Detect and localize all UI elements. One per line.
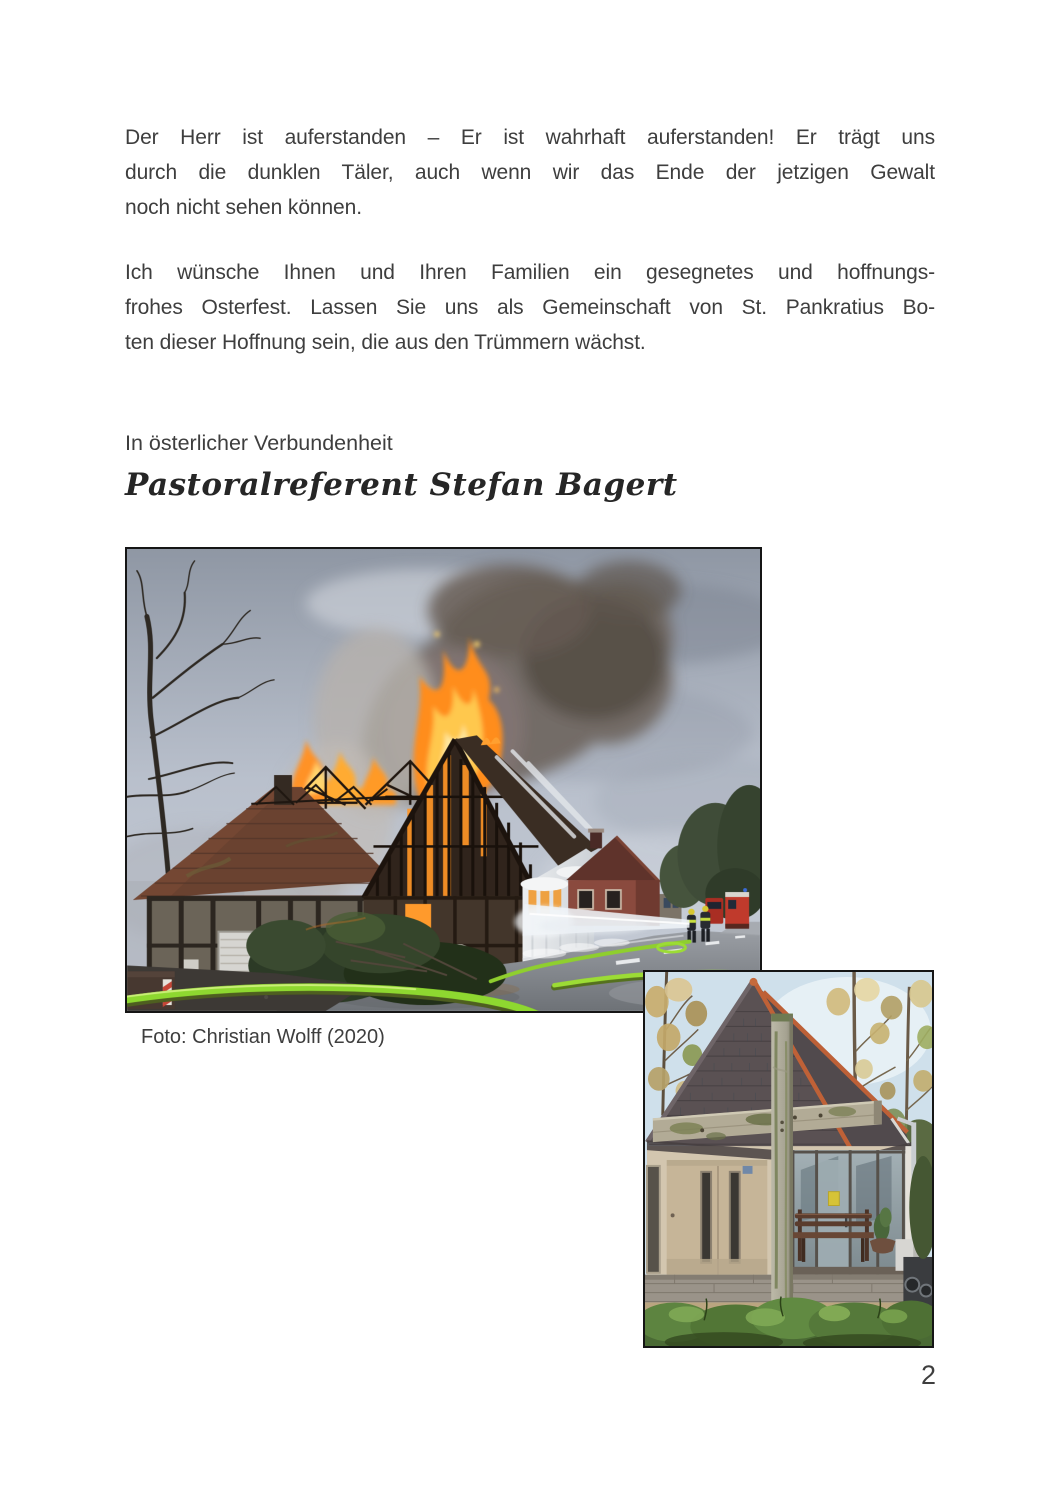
cross-post (771, 1014, 793, 1311)
signature-name: Pastoralreferent Stefan Bagert (125, 467, 678, 503)
text-line: noch nicht sehen können. (125, 196, 362, 219)
closing-line: In österlicher Verbundenheit (125, 431, 393, 455)
burning-farmhouse-illustration (127, 549, 760, 1011)
main-photo (125, 547, 762, 1013)
wooden-cross-illustration (645, 972, 932, 1346)
page-number: 2 (920, 1360, 936, 1390)
text-line: Der Herr ist auferstanden – Er ist wahrhaft auferstanden! Er trägt uns (125, 126, 935, 149)
secondary-photo (643, 970, 934, 1348)
paragraph-1 (125, 120, 935, 225)
text-line: durch die dunklen Täler, auch wenn wir das Ende der jetzigen Gewalt (125, 161, 935, 184)
text-line: ten dieser Hoffnung sein, die aus den Trümmern wächst. (125, 331, 646, 354)
text-line: Ich wünsche Ihnen und Ihren Familien ein gesegnetes und hoffnungs- (125, 261, 935, 284)
photo-caption: Foto: Christian Wolff (2020) (141, 1026, 385, 1048)
paragraph-2 (125, 255, 935, 360)
text-line: frohes Osterfest. Lassen Sie uns als Gemeinschaft von St. Pankratius Bo- (125, 296, 935, 319)
